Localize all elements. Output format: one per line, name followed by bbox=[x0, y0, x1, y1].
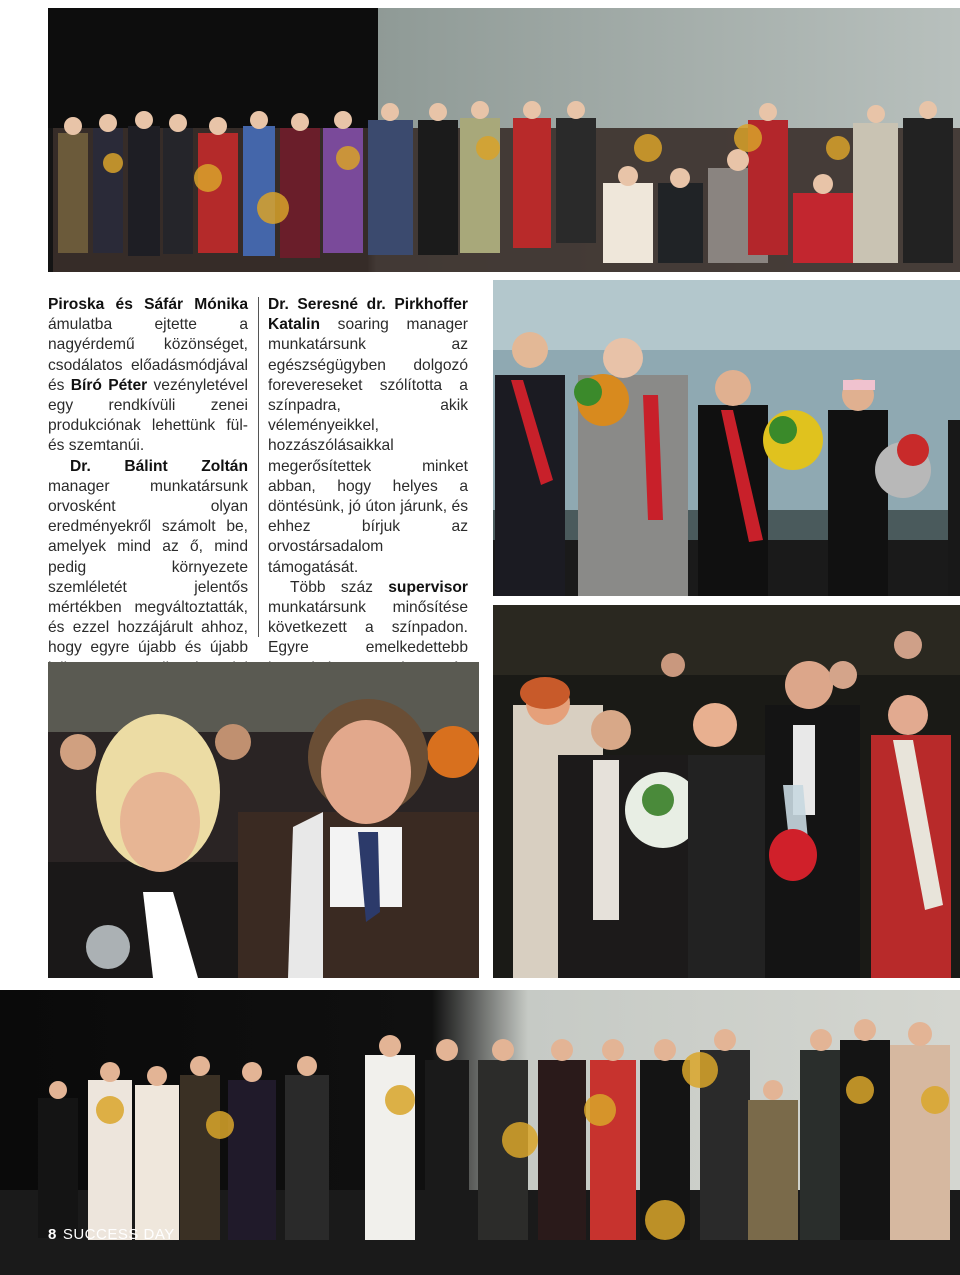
paragraph bbox=[268, 295, 468, 578]
highlight-name: Dr. Seresné dr. Pirkhoffer Katalin bbox=[268, 296, 468, 334]
article-column-left bbox=[48, 295, 248, 719]
highlight-name: Dr. Bálint Zoltán bbox=[70, 457, 248, 475]
stage-managers-photo bbox=[493, 280, 960, 596]
body-text: vezényletével egy rendkívüli zenei produkciónak lehettünk fül- és szemtanúi. bbox=[48, 376, 248, 455]
article-column-middle bbox=[268, 295, 468, 719]
body-text: munkatársunk minősítése következett a színpadon. Egyre emelkedettebb bbox=[268, 599, 468, 657]
page-number: 8 bbox=[48, 1226, 57, 1243]
column-divider bbox=[258, 297, 259, 637]
paragraph bbox=[48, 295, 248, 457]
magazine-name: SUCCESS DAY bbox=[62, 1226, 175, 1243]
couple-portrait-photo bbox=[48, 662, 479, 978]
highlight-name: Piroska és Sáfár Mónika bbox=[48, 296, 248, 313]
body-text: Több száz bbox=[290, 578, 389, 596]
body-text: ámulatba ejtette a nagyérdemű közönséget, csodálatos előadásmódjával és bbox=[48, 316, 248, 394]
group-photo-top bbox=[48, 8, 960, 272]
page-footer bbox=[48, 1226, 175, 1243]
body-text: manager munkatársunk orvosként olyan eredményekről számolt be, amelyek mind az ő, mind pedig környezete szemléletét jelentős mértékben megváltoztatták, és ezzel hozzájárult ahhoz, hogy egyre újabb és újabb bbox=[48, 477, 248, 657]
body-text: soaring manager munkatársunk az egészségügyben dolgozó forevereseket szólította a színpadra, akik véleményeikkel, hozzászólásaikkal megerősítettek minket abban, hogy helyes a döntésünk, jó úton járunk, és ehhez bírjuk az orvostársadalom támogatását. bbox=[268, 316, 468, 576]
crowd-award-photo bbox=[493, 605, 960, 978]
highlight-name: Bíró Péter bbox=[70, 376, 148, 394]
highlight-name: supervisor bbox=[388, 578, 468, 596]
